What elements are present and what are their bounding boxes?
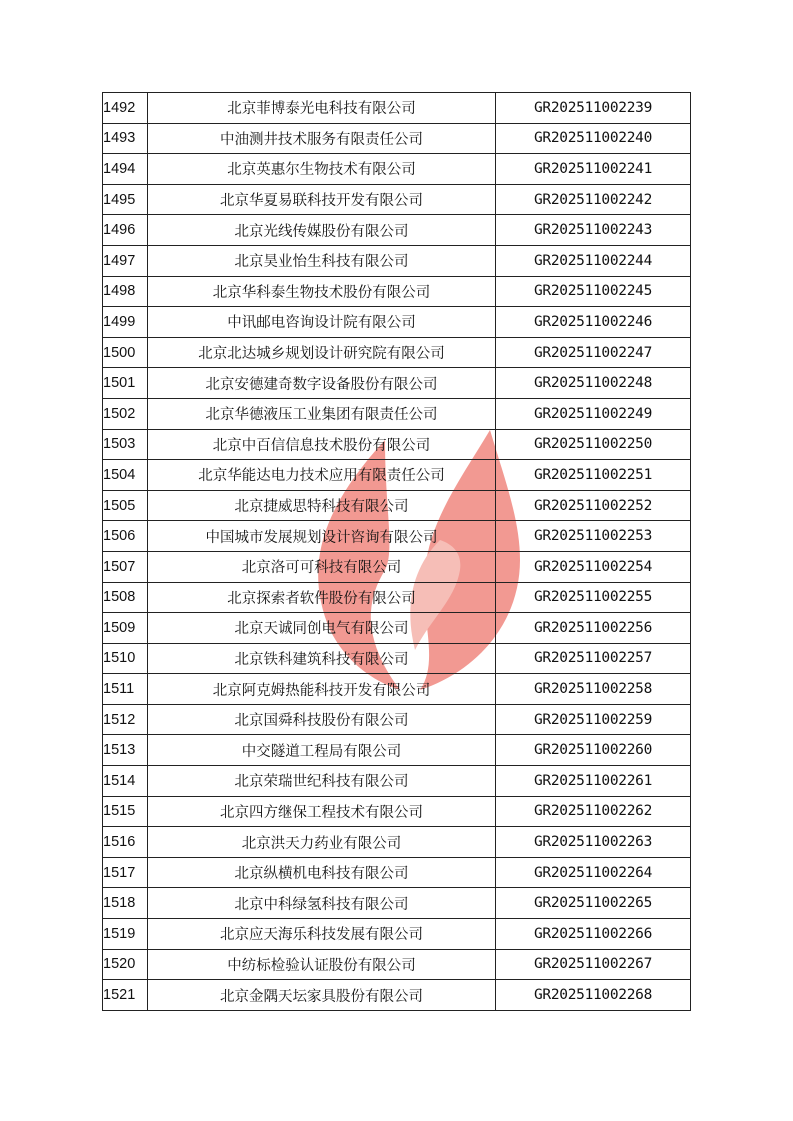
row-number-cell: 1497 <box>103 245 148 276</box>
company-name-cell: 北京应天海乐科技发展有限公司 <box>148 919 496 950</box>
certificate-code-cell: GR202511002258 <box>496 674 691 705</box>
table-row <box>103 980 691 1011</box>
company-name-cell: 北京阿克姆热能科技开发有限公司 <box>148 674 496 705</box>
company-name-cell: 北京昊业怡生科技有限公司 <box>148 245 496 276</box>
row-number-cell: 1516 <box>103 827 148 858</box>
company-name-cell: 北京荣瑞世纪科技有限公司 <box>148 766 496 797</box>
certificate-code-cell: GR202511002253 <box>496 521 691 552</box>
certificate-code-cell: GR202511002244 <box>496 245 691 276</box>
table-row <box>103 123 691 154</box>
certificate-code-cell: GR202511002240 <box>496 123 691 154</box>
row-number-cell: 1496 <box>103 215 148 246</box>
company-name-cell: 北京华科泰生物技术股份有限公司 <box>148 276 496 307</box>
table-row <box>103 276 691 307</box>
row-number-cell: 1510 <box>103 643 148 674</box>
company-name-cell: 北京捷威思特科技有限公司 <box>148 490 496 521</box>
table-row <box>103 827 691 858</box>
company-name-cell: 北京中科绿氢科技有限公司 <box>148 888 496 919</box>
certificate-code-cell: GR202511002259 <box>496 704 691 735</box>
row-number-cell: 1512 <box>103 704 148 735</box>
company-name-cell: 北京英惠尔生物技术有限公司 <box>148 154 496 185</box>
company-name-cell: 北京洪天力药业有限公司 <box>148 827 496 858</box>
table-row <box>103 643 691 674</box>
row-number-cell: 1503 <box>103 429 148 460</box>
row-number-cell: 1521 <box>103 980 148 1011</box>
row-number-cell: 1499 <box>103 307 148 338</box>
certificate-code-cell: GR202511002260 <box>496 735 691 766</box>
table-row <box>103 184 691 215</box>
table-row <box>103 766 691 797</box>
row-number-cell: 1508 <box>103 582 148 613</box>
row-number-cell: 1520 <box>103 949 148 980</box>
table-row <box>103 307 691 338</box>
company-name-cell: 北京洛可可科技有限公司 <box>148 551 496 582</box>
table-row <box>103 154 691 185</box>
certificate-code-cell: GR202511002248 <box>496 368 691 399</box>
table-row <box>103 613 691 644</box>
row-number-cell: 1513 <box>103 735 148 766</box>
table-row <box>103 429 691 460</box>
table-row <box>103 919 691 950</box>
certificate-code-cell: GR202511002255 <box>496 582 691 613</box>
certificate-code-cell: GR202511002243 <box>496 215 691 246</box>
company-name-cell: 北京华夏易联科技开发有限公司 <box>148 184 496 215</box>
row-number-cell: 1500 <box>103 337 148 368</box>
certificate-code-cell: GR202511002242 <box>496 184 691 215</box>
certificate-code-cell: GR202511002239 <box>496 93 691 124</box>
row-number-cell: 1515 <box>103 796 148 827</box>
company-name-cell: 北京天诚同创电气有限公司 <box>148 613 496 644</box>
certificate-code-cell: GR202511002252 <box>496 490 691 521</box>
table-row <box>103 674 691 705</box>
company-name-cell: 中讯邮电咨询设计院有限公司 <box>148 307 496 338</box>
company-name-cell: 北京四方继保工程技术有限公司 <box>148 796 496 827</box>
certificate-code-cell: GR202511002264 <box>496 857 691 888</box>
certificate-code-cell: GR202511002241 <box>496 154 691 185</box>
certificate-code-cell: GR202511002257 <box>496 643 691 674</box>
company-name-cell: 北京光线传媒股份有限公司 <box>148 215 496 246</box>
company-name-cell: 中油测井技术服务有限责任公司 <box>148 123 496 154</box>
row-number-cell: 1506 <box>103 521 148 552</box>
certificate-code-cell: GR202511002247 <box>496 337 691 368</box>
company-name-cell: 北京国舜科技股份有限公司 <box>148 704 496 735</box>
row-number-cell: 1494 <box>103 154 148 185</box>
row-number-cell: 1519 <box>103 919 148 950</box>
table-row <box>103 857 691 888</box>
table-body <box>103 93 691 1011</box>
row-number-cell: 1507 <box>103 551 148 582</box>
company-name-cell: 北京华德液压工业集团有限责任公司 <box>148 398 496 429</box>
company-name-cell: 北京探索者软件股份有限公司 <box>148 582 496 613</box>
company-name-cell: 中纺标检验认证股份有限公司 <box>148 949 496 980</box>
company-name-cell: 中国城市发展规划设计咨询有限公司 <box>148 521 496 552</box>
certificate-code-cell: GR202511002265 <box>496 888 691 919</box>
table-row <box>103 215 691 246</box>
certificate-code-cell: GR202511002256 <box>496 613 691 644</box>
table-row <box>103 460 691 491</box>
company-list-table <box>102 92 691 1011</box>
row-number-cell: 1504 <box>103 460 148 491</box>
table-row <box>103 704 691 735</box>
company-name-cell: 北京铁科建筑科技有限公司 <box>148 643 496 674</box>
row-number-cell: 1501 <box>103 368 148 399</box>
certificate-code-cell: GR202511002249 <box>496 398 691 429</box>
table-row <box>103 735 691 766</box>
table-row <box>103 949 691 980</box>
certificate-code-cell: GR202511002254 <box>496 551 691 582</box>
row-number-cell: 1505 <box>103 490 148 521</box>
table-row <box>103 582 691 613</box>
certificate-code-cell: GR202511002266 <box>496 919 691 950</box>
certificate-code-cell: GR202511002267 <box>496 949 691 980</box>
company-name-cell: 北京纵横机电科技有限公司 <box>148 857 496 888</box>
company-name-cell: 北京北达城乡规划设计研究院有限公司 <box>148 337 496 368</box>
table-row <box>103 551 691 582</box>
table-row <box>103 521 691 552</box>
table-row <box>103 796 691 827</box>
row-number-cell: 1502 <box>103 398 148 429</box>
table-row <box>103 490 691 521</box>
row-number-cell: 1514 <box>103 766 148 797</box>
table-row <box>103 888 691 919</box>
company-name-cell: 中交隧道工程局有限公司 <box>148 735 496 766</box>
row-number-cell: 1517 <box>103 857 148 888</box>
table-row <box>103 245 691 276</box>
certificate-code-cell: GR202511002246 <box>496 307 691 338</box>
row-number-cell: 1498 <box>103 276 148 307</box>
row-number-cell: 1492 <box>103 93 148 124</box>
table-row <box>103 398 691 429</box>
certificate-code-cell: GR202511002250 <box>496 429 691 460</box>
certificate-code-cell: GR202511002262 <box>496 796 691 827</box>
row-number-cell: 1493 <box>103 123 148 154</box>
table-row <box>103 93 691 124</box>
company-name-cell: 北京菲博泰光电科技有限公司 <box>148 93 496 124</box>
row-number-cell: 1511 <box>103 674 148 705</box>
certificate-code-cell: GR202511002263 <box>496 827 691 858</box>
company-name-cell: 北京金隅天坛家具股份有限公司 <box>148 980 496 1011</box>
row-number-cell: 1518 <box>103 888 148 919</box>
row-number-cell: 1509 <box>103 613 148 644</box>
company-name-cell: 北京中百信信息技术股份有限公司 <box>148 429 496 460</box>
certificate-code-cell: GR202511002245 <box>496 276 691 307</box>
company-name-cell: 北京安德建奇数字设备股份有限公司 <box>148 368 496 399</box>
table-row <box>103 337 691 368</box>
row-number-cell: 1495 <box>103 184 148 215</box>
certificate-code-cell: GR202511002261 <box>496 766 691 797</box>
certificate-code-cell: GR202511002268 <box>496 980 691 1011</box>
certificate-code-cell: GR202511002251 <box>496 460 691 491</box>
company-name-cell: 北京华能达电力技术应用有限责任公司 <box>148 460 496 491</box>
table-row <box>103 368 691 399</box>
